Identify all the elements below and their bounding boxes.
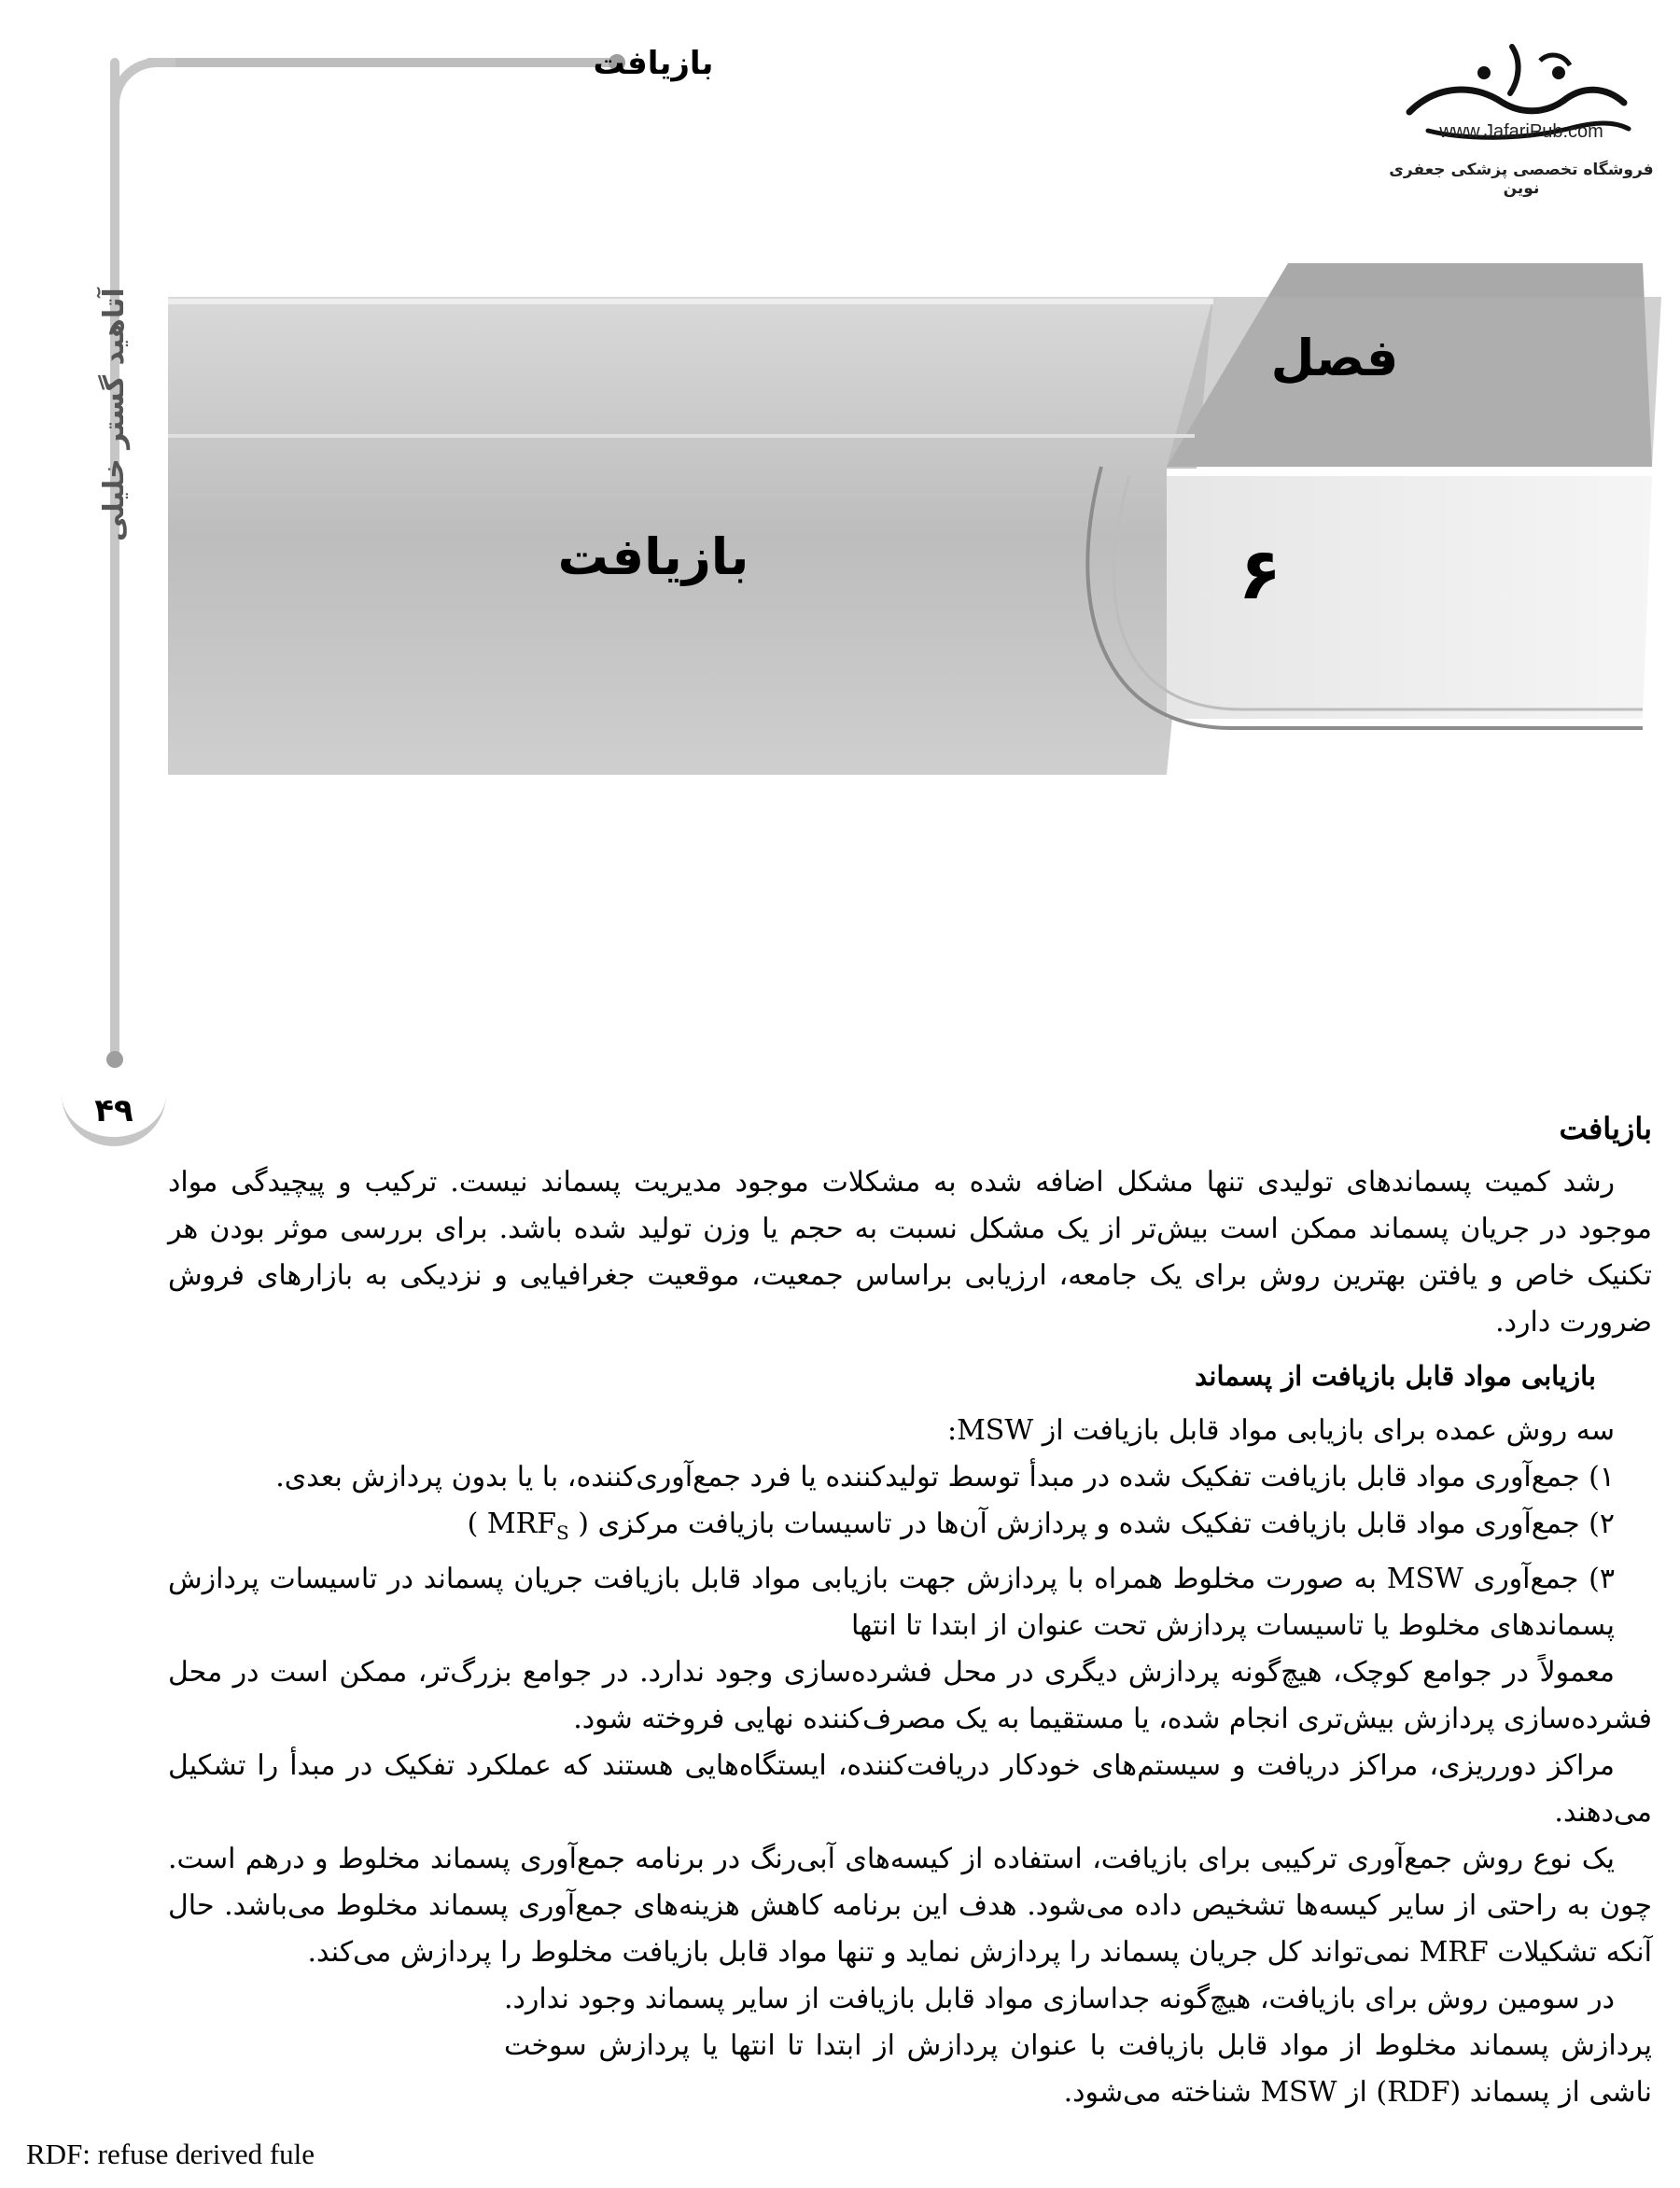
chapter-number: ۶ — [1238, 532, 1282, 615]
chapter-banner — [0, 252, 1680, 812]
method-item-2 — [168, 1501, 1652, 1556]
vertical-author: آتاهید گستر خلیلی — [98, 288, 131, 541]
page-number: ۴۹ — [94, 1092, 133, 1129]
logo-url: www.JafariPub.com — [1439, 121, 1603, 142]
intro-paragraph: رشد کمیت پسماندهای تولیدی تنها مشکل اضافه شده به مشکلات موجود مدیریت پسماند نیست. ترکیب و پیچیدگی مواد موجود در جریان پسماند ممکن است بیش‌تر از یک مشکل نسبت به حجم یا وزن تولید شده باشد. برای بررسی موثر بودن هر تکنیک خاص و یافتن بهترین روش برای یک جامعه، ارزیابی براساس جمعیت، موقعیت جغرافیایی و نزدیکی به بازارهای فروش ضرورت دارد. — [168, 1166, 1652, 1339]
method-item-2-abbr: MRF — [486, 1508, 556, 1540]
header-rule — [145, 58, 616, 67]
method-item-2-close: ) — [467, 1508, 479, 1540]
method-item-1: ۱) جمع‌آوری مواد قابل بازیافت تفکیک شده در مبدأ توسط تولیدکننده یا فرد جمع‌آوری‌کننده، با یا بدون پردازش بعدی. — [275, 1461, 1615, 1494]
section-title: بازیافت — [1559, 1111, 1652, 1146]
method-item-2-sub: S — [555, 1522, 569, 1544]
method-item-2-text: ۲) جمع‌آوری مواد قابل بازیافت تفکیک شده و پردازش آن‌ها در تاسیسات بازیافت مرکزی ( — [578, 1508, 1615, 1540]
method-item-3: ۳) جمع‌آوری MSW به صورت مخلوط همراه با پردازش جهت بازیابی مواد قابل بازیافت جریان پسماند در تاسیسات پردازش پسماندهای مخلوط یا تاسیسات پردازش تحت عنوان از ابتدا تا انتها — [168, 1563, 1615, 1642]
methods-intro: سه روش عمده برای بازیابی مواد قابل بازیافت از MSW: — [946, 1414, 1615, 1447]
paragraph-blue-bags: یک نوع روش جمع‌آوری ترکیبی برای بازیافت، استفاده از کیسه‌های آبی‌رنگ در برنامه جمع‌آوری پسماند مخلوط و درهم است. چون به راحتی از سایر کیسه‌ها تشخیص داده می‌شود. هدف این برنامه کاهش هزینه‌های جمع‌آوری پسماند مخلوط می‌باشد. حال آنکه تشکیلات MRF نمی‌تواند کل جریان پسماند را پردازش نماید و تنها مواد قابل بازیافت مخلوط را پردازش می‌کند. — [168, 1843, 1652, 1969]
paragraph-third-method: در سومین روش برای بازیافت، هیچ‌گونه جداسازی مواد قابل بازیافت از سایر پسماند وجود ندارد. پردازش پسماند مخلوط از مواد قابل بازیافت با عنوان پردازش از ابتدا تا انتها یا پردازش سوخت ناشی از پسماند (RDF) از MSW شناخته می‌شود. — [504, 1983, 1652, 2109]
footnote: RDF: refuse derived fule — [26, 2138, 315, 2170]
logo-tagline: فروشگاه تخصصی پزشکی جعفری نوین — [1389, 161, 1654, 198]
paragraph-centers: مراکز دورریزی، مراکز دریافت و سیستم‌های خودکار دریافت‌کننده، ایستگاه‌هایی هستند که عملکرد تفکیک در مبدأ را تشکیل می‌دهند. — [168, 1749, 1652, 1829]
paragraph-small-communities: معمولاً در جوامع کوچک، هیچ‌گونه پردازش دیگری در محل فشرده‌سازی وجود ندارد. در جوامع بزرگ‌تر، ممکن است در محل فشرده‌سازی پردازش بیش‌تری انجام شده، یا مستقیما به یک مصرف‌کننده نهایی فروخته شود. — [168, 1656, 1652, 1735]
body-content — [168, 1111, 1652, 2116]
running-title: بازیافت — [593, 45, 714, 82]
rail-corner — [110, 58, 175, 123]
chapter-title: بازیافت — [557, 527, 749, 586]
rail-end-dot — [106, 1051, 123, 1068]
chapter-label: فصل — [1270, 329, 1399, 387]
subsection-title: بازیابی مواد قابل بازیافت از پسماند — [1195, 1360, 1596, 1392]
